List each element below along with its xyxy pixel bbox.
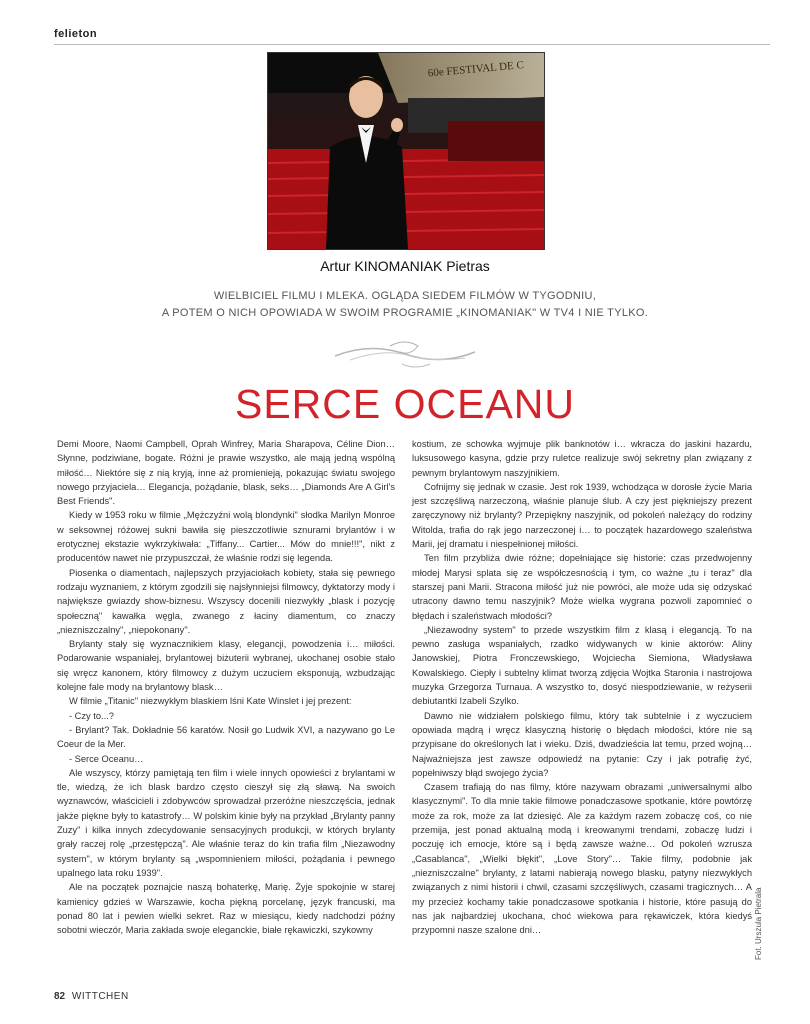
paragraph: Dawno nie widziałem polskiego filmu, który tak subtelnie i z wyczuciem opowiada mądrą i wręcz klasyczną historię o błędach młodości, które nie są przypisane do określonych lat i wieku. Dziś, dwadzieścia lat temu, przed wojną… Najważniejsza jest zawsze odpowiedź na pytanie: Czy i jak potrafię żyć, popełniwszy błąd swojego życia? [412, 710, 752, 778]
paragraph: - Serce Oceanu… [69, 753, 144, 764]
article-column-right [412, 437, 752, 937]
paragraph: - Czy to...? [69, 710, 114, 721]
paragraph: Demi Moore, Naomi Campbell, Oprah Winfrey, Maria Sharapova, Céline Dion… Słynne, podziwiane, bogate. Różni je prawie wszystko, ale mają jedną wspólną miłość… Niektóre się z nią kryją, inne aż promienieją, pokazując światu swojego nowego przyjaciela… Elegancja, pożądanie, blask, seks… „Diamonds Are A Girl's Best Friends". [57, 439, 395, 507]
paragraph: Brylanty stały się wyznacznikiem klasy, elegancji, powodzenia i… miłości. Podarowanie wspaniałej, brylantowej biżuterii wybranej, ukochanej osobie stało się wręcz kanonem, który filmowcy z dużym uczuciem eksponują, wzbudzając kolejne fale mody na brylantowy blask… [57, 639, 395, 693]
paragraph: W filmie „Titanic" niezwykłym blaskiem lśni Kate Winslet i jej prezent: [69, 696, 352, 707]
section-label: felieton [54, 28, 98, 40]
page-footer [54, 991, 129, 1002]
paragraph: Ale na początek poznajcie naszą bohaterkę, Marię. Żyje spokojnie w starej kamienicy gdzieś w Warszawie, kocha piękną porcelanę, język francuski, ma ponad 80 lat i pewien wielki sekret. Raz w miesiącu, kiedy nadchodzi późny sobotni wieczór, Maria zakłada swoje eleganckie, białe rękawiczki, szykowny [57, 882, 395, 936]
paragraph: kostium, ze schowka wyjmuje plik banknotów i… wkracza do jaskini hazardu, luksusowego kasyna, gdzie przy ruletce realizuje swój sekretny plan związany z pewnym brylantowym naszyjnikiem. [412, 439, 752, 478]
author-intro [130, 288, 680, 322]
decorative-flourish [330, 334, 480, 374]
article-column-left [57, 437, 395, 937]
intro-line: A POTEM O NICH OPOWIADA W SWOIM PROGRAMIE „KINOMANIAK" W TV4 I NIE TYLKO. [161, 307, 649, 319]
intro-line: WIELBICIEL FILMU I MLEKA. OGLĄDA SIEDEM FILMÓW W TYGODNIU, [213, 290, 597, 302]
paragraph: Ten film przybliża dwie różne; dopełniające się historie: czas przedwojenny młodej Marysi splata się ze współczesnością i tym, co ważne „tu i teraz" dla starszej pani Marii. Stracona miłość już nie powróci, ale może uda się odzyskać utracony dawno temu naszyjnik? Może wielka wygrana pozwoli zapomnieć o błędach i szaleństwach młodości? [412, 553, 752, 621]
paragraph: Ale wszyscy, którzy pamiętają ten film i wiele innych opowieści z brylantami w tle, wiedzą, że ich blask bardzo często cieszył się złą sławą. Na swoich wyznawców, właścicieli i zdobywców sprowadzał przeróżne nieszczęścia, jednak jakże piękne były to katastrofy… W polskim kinie były na przykład „Brylanty panny Zuzy" i kilka innych zdecydowanie sensacyjnych produkcji, w których brylanty grały raczej rolę „przestępczą". Ale właśnie teraz do kin trafia film „Niezawodny system", w którym brylanty są „wspomnieniem miłości, pożądania i pewnego upalnego lata roku 1939". [57, 767, 395, 878]
page-number: 82 [54, 991, 66, 1002]
author-byline: Artur KINOMANIAK Pietras [320, 258, 490, 274]
author-photo-illustration [268, 53, 544, 249]
paragraph: Piosenka o diamentach, najlepszych przyjaciołach kobiety, stała się pewnego rodzaju wyznaniem, z którym zgodzili się najsłynniejsi filmowcy, dyktatorzy mody i największe gwiazdy show-biznesu. Wszyscy docenili niezwykły „blask i pozycję społeczną" kawałka węgla, zwanego z łaciny diamentum, co znaczy „niezniszczalny", „niepokonany". [57, 567, 395, 635]
paragraph: - Brylant? Tak. Dokładnie 56 karatów. Nosił go Ludwik XVI, a nazywano go Le Coeur de la Mer. [57, 724, 395, 750]
publication-brand: WITTCHEN [71, 991, 129, 1002]
photo-credit: Fot. Urszula Pietrala [754, 887, 763, 960]
paragraph: Kiedy w 1953 roku w filmie „Mężczyźni wolą blondynki" słodka Marilyn Monroe w seksownej różowej sukni bawiła się pieszczotliwie sznurami brylantów i w erotycznej ekstazie wykrzykiwała: „Tiffany... Cartier... Mów do mnie!!!", nikt z producentów nawet nie przypuszczał, że właśnie rodzi się legenda. [57, 510, 395, 564]
header-rule [54, 44, 770, 45]
festival-sign-text: 60e FESTIVAL DE C [427, 59, 525, 80]
author-photo [267, 52, 545, 250]
article-title: SERCE OCEANU [234, 381, 576, 427]
paragraph: Czasem trafiają do nas filmy, które nazywam obrazami „uniwersalnymi albo klasycznymi". To dla mnie takie filmowe ponadczasowe spotkanie, które powtórzę może za rok, może za lat dziesięć. Ale za każdym razem zobaczę coś, co nie przemija, jest ponad aktualną modą i kreowanymi trendami, zobaczę ludzi i poczuję ich emocje, które są i będą zawsze ważne… Od pokoleń wzrusza „Casablanca", „Wielki błękit", „Love Story"… Takie filmy, podobnie jak „niezniszczalne" brylanty, z latami nabierają nowego blasku, patyny niezwykłych związanych z nimi historii i chwil, czasami szczęśliwych, czasami tragicznych… A my przecież kochamy takie ponadczasowe spotkania i historie, które pasują do nas jak najbardziej ukochana, choć wiekowa para rękawiczek, która kiedyś przypomni nasze szalone dni… [412, 782, 752, 936]
paragraph: „Niezawodny system" to przede wszystkim film z klasą i elegancją. To na pewno zasługa wspaniałych, rzadko widywanych w kinie aktorów: Aliny Janowskiej, Piotra Fronczewskiego, Wojciecha Siemiona, Władysława Kowalskiego. Ciepły i subtelny klimat tworzą zdjęcia Wojtka Staronia i nastrojowa muzyka Grzegorza Turnaua. A wszystko to, dosyć niespodziewanie, w reżyserii debiutantki Izabeli Szylko. [412, 624, 752, 707]
paragraph: Cofnijmy się jednak w czasie. Jest rok 1939, wchodząca w dorosłe życie Maria jest szczęśliwą narzeczoną, właśnie planuje ślub. A czy jest piękniejszy prezent zaręczynowy niż brylanty? Przepiękny naszyjnik, od pokoleń należący do rodziny Witolda, trafia do rąk jego narzeczonej i… to początek hazardowego szaleństwa Marii, jej dramatu i niespełnionej miłości. [412, 481, 752, 550]
